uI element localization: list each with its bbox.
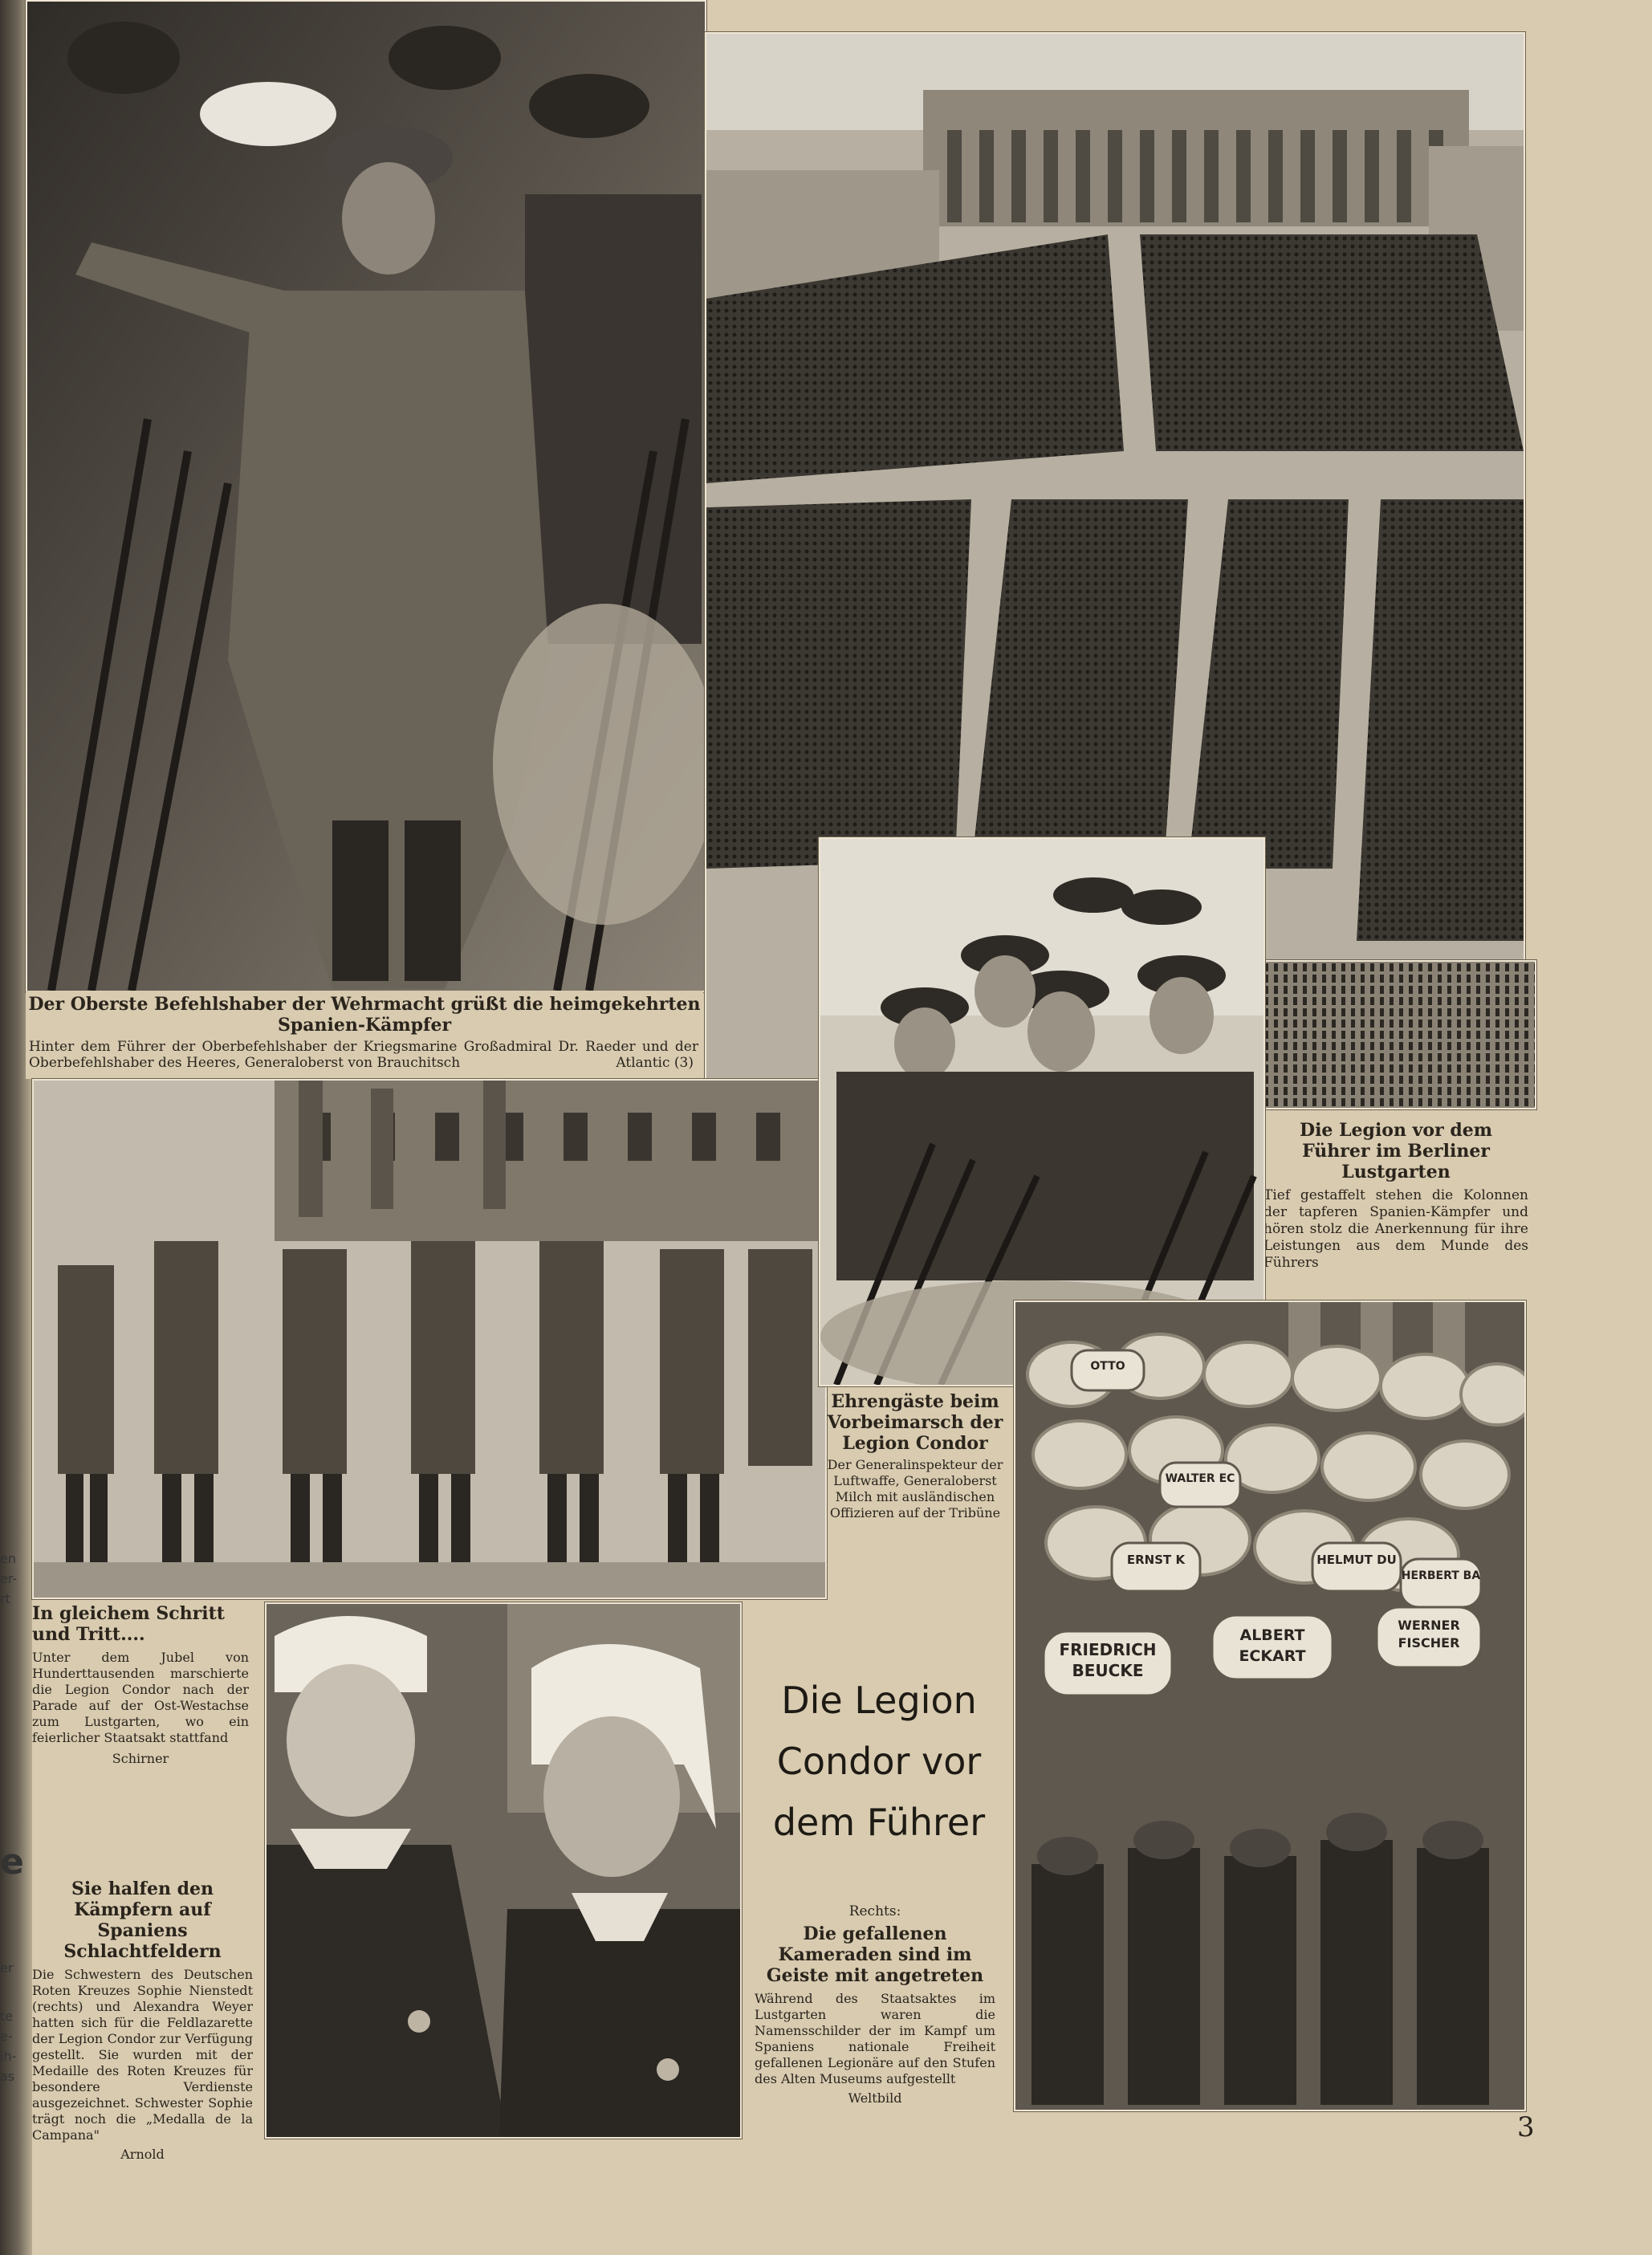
margin-fragment: en: [0, 1551, 16, 1566]
wreath-name: HERBERT BA: [1401, 1569, 1481, 1582]
wreath-name: ERNST K: [1126, 1553, 1186, 1567]
caption-text: Unter dem Jubel von Hunderttausenden marschierte die Legion Condor nach der Parade auf der Ost-Westachse zum Lustgarten, wo ein feierlicher Staatsakt stattfand: [32, 1650, 249, 1745]
caption-photo-nurses: [32, 1878, 253, 2162]
photo-credit: Arnold: [120, 2147, 165, 2162]
caption-title: Der Oberste Befehlshaber der Wehrmacht grüßt die heimgekehrten Spanien-Kämpfer: [28, 994, 701, 1036]
caption-kicker: Rechts:: [848, 1903, 901, 1919]
photo-credit: Weltbild: [848, 2090, 902, 2106]
margin-fragment: ih-: [0, 2049, 17, 2064]
caption-text: Die Schwestern des Deutschen Roten Kreuzes Sophie Nienstedt (rechts) und Alexandra Weyer hatten sich für die Feldlazarette der Legion Condor zur Verfügung gestellt. Sie wurden mit der Medaille des Roten Kreuzes für besondere Verdienste ausgezeichnet. Schwester Sophie trägt noch die „Medalla de la Campana": [32, 1967, 253, 2143]
caption-text: Hinter dem Führer der Oberbefehlshaber der Kriegsmarine Großadmiral Dr. Raeder und der Oberbefehlshaber des Heeres, Generaloberst von Brauchitsch: [29, 1039, 698, 1071]
headline-line: dem Führer: [772, 1801, 986, 1844]
caption-title: Sie halfen den Kämpfern auf Spaniens Schlachtfeldern: [63, 1878, 222, 1962]
margin-fragment: e: [0, 1842, 24, 1883]
wreath-name: OTTO: [1090, 1360, 1125, 1373]
wreath-name: WALTER EC: [1165, 1472, 1235, 1485]
photo-credit: Schirner: [112, 1751, 169, 1766]
margin-fragment: te: [0, 2009, 14, 2024]
photo-credit: Atlantic (3): [616, 1055, 694, 1071]
wreath-name: HELMUT DU: [1316, 1553, 1397, 1567]
caption-photo-marching: [32, 1603, 249, 1772]
caption-text: Der Generalinspekteur der Luftwaffe, Generaloberst Milch mit ausländischen Offizieren auf der Tribüne: [827, 1457, 1003, 1520]
caption-text: Während des Staatsaktes im Lustgarten waren die Namensschilder der im Kampf um Spaniens nationale Freiheit gefallenen Legionäre auf den Stufen des Alten Museums aufgestellt: [755, 1991, 995, 2086]
photo-lustgarten-crowd-detail: [1260, 960, 1536, 1109]
wreath-name: ALBERT ECKART: [1239, 1626, 1306, 1665]
caption-photo-lustgarten: [1263, 1120, 1528, 1272]
caption-title: Die gefallenen Kameraden sind im Geiste mit angetreten: [766, 1923, 984, 1986]
photo-fuehrer-salute: [26, 0, 706, 992]
headline-line: Die Legion: [781, 1679, 977, 1722]
page-number: 3: [1517, 2111, 1535, 2143]
caption-text: Tief gestaffelt stehen die Kolonnen der tapferen Spanien-Kämpfer und hören stolz die Anerkennung für ihre Leistungen aus dem Munde des Führers: [1263, 1187, 1528, 1271]
wreath-name: WERNER FISCHER: [1398, 1618, 1460, 1651]
photo-fallen-name-wreaths: [1014, 1300, 1526, 2111]
margin-fragment: rt: [0, 1591, 10, 1606]
caption-photo-honor-guests: [827, 1391, 1003, 1600]
caption-photo-fallen-comrades: [755, 1903, 995, 2111]
caption-title: Die Legion vor dem Führer im Berliner Lustgarten: [1300, 1120, 1492, 1182]
photo-marching-legion: [32, 1079, 827, 1599]
wreath-name: FRIEDRICH BEUCKE: [1059, 1640, 1157, 1680]
page-headline: [747, 1670, 1011, 1862]
caption-title: Ehrengäste beim Vorbeimarsch der Legion Condor: [827, 1391, 1003, 1454]
margin-fragment: e-: [0, 2029, 13, 2044]
caption-title: In gleichem Schritt und Tritt....: [32, 1603, 225, 1645]
margin-fragment: as: [0, 2069, 15, 2084]
margin-fragment: er-: [0, 1571, 18, 1586]
caption-photo-fuehrer-salute: [26, 991, 703, 1079]
headline-line: Condor vor: [776, 1740, 982, 1783]
margin-fragment: er: [0, 1960, 14, 1976]
photo-red-cross-nurses: [265, 1602, 742, 2139]
